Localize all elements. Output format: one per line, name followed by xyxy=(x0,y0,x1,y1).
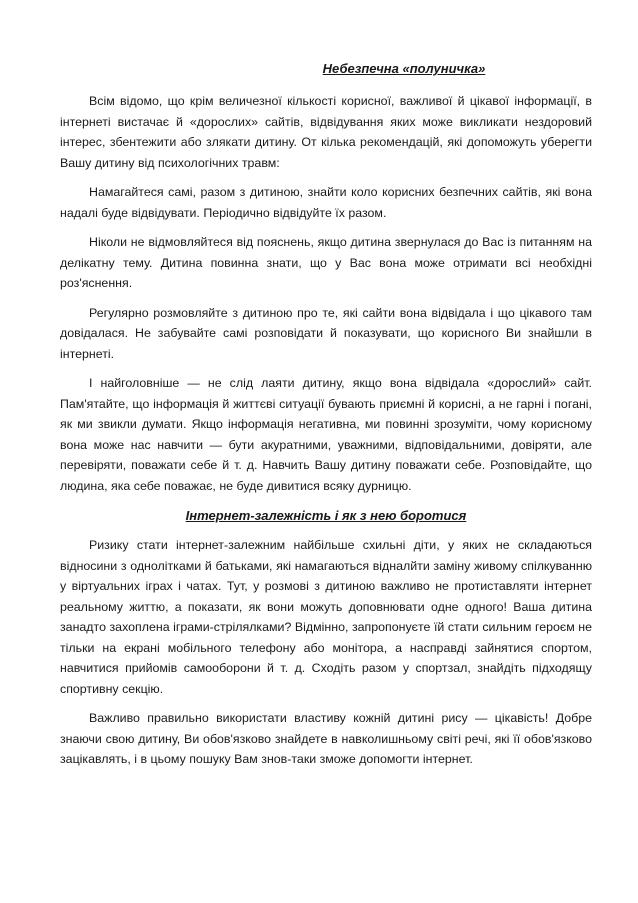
paragraph: Важливо правильно використати властиву кожній дитині рису — цікавість! Добре знаючи свою дитину, Ви обов'язково знайдете в навколишньому світі речі, які її обов'язково зацікавлять, і в цьому пошуку Вам знов-таки зможе допомогти інтернет. xyxy=(60,711,592,766)
paragraph: Регулярно розмовляйте з дитиною про те, які сайти вона відвідала і що цікавого там довідалася. Не забувайте самі розповідати й показувати, що корисного Ви знайшли в інтернеті. xyxy=(60,305,592,361)
paragraph: Намагайтеся самі, разом з дитиною, знайти коло корисних безпечних сайтів, які вона надалі буде відвідувати. Періодично відвідуйте їх разом. xyxy=(60,185,592,220)
section-title-internet-addiction: Інтернет-залежність і як з нею боротися xyxy=(185,508,467,523)
document-page xyxy=(60,58,592,779)
paragraph: Всім відомо, що крім величезної кількості корисної, важливої й цікавої інформації, в інтернеті вистачає й «дорослих» сайтів, відвідування яких може викликати нездоровий інтерес, збентежити або злякати дитину. От кілька рекомендацій, які допоможуть уберегти Вашу дитину від психологічних травм: xyxy=(60,94,592,170)
section-title-dangerous-strawberry: Небезпечна «полуничка» xyxy=(322,61,486,76)
paragraph: І найголовніше — не слід лаяти дитину, якщо вона відвідала «дорослий» сайт. Пам'ятайте, що інформація й життєві ситуації бувають приємні й корисні, а не гарні і погані, як ми звикли думати. Якщо інформація негативна, ми повинні зрозуміти, чому корисному вона може нас навчити — бути акуратними, уважними, відповідальними, довіряти, але перевіряти, поважати себе й т. д. Навчить Вашу дитину поважати себе. Розповідайте, що людина, яка себе поважає, не буде дивитися всяку дурницю. xyxy=(60,376,592,493)
paragraph: Ніколи не відмовляйтеся від пояснень, якщо дитина звернулася до Вас із питанням на делікатну тему. Дитина повинна знати, що у Вас вона може отримати всі необхідні роз'яснення. xyxy=(60,235,592,290)
paragraph: Ризику стати інтернет-залежним найбільше схильні діти, у яких не складаються відносини з однолітками й батьками, які намагаються відналйти заміну живому спілкуванню у віртуальних іграх і чатах. Тут, у розмові з дитиною важливо не протиставляти інтернет реальному життю, а показати, як вони можуть доповнювати одне одного! Ваша дитина занадто захоплена іграми-стрілялками? Відмінно, запропонуєте їй стати сильним героєм не тільки на екрані мобільного телефону або монітора, а насправді зайнятися спортом, навчитися прийомів самооборони й т. д. Сходіть разом у спортзал, знайдіть підходящу спортивну секцію. xyxy=(60,538,592,696)
